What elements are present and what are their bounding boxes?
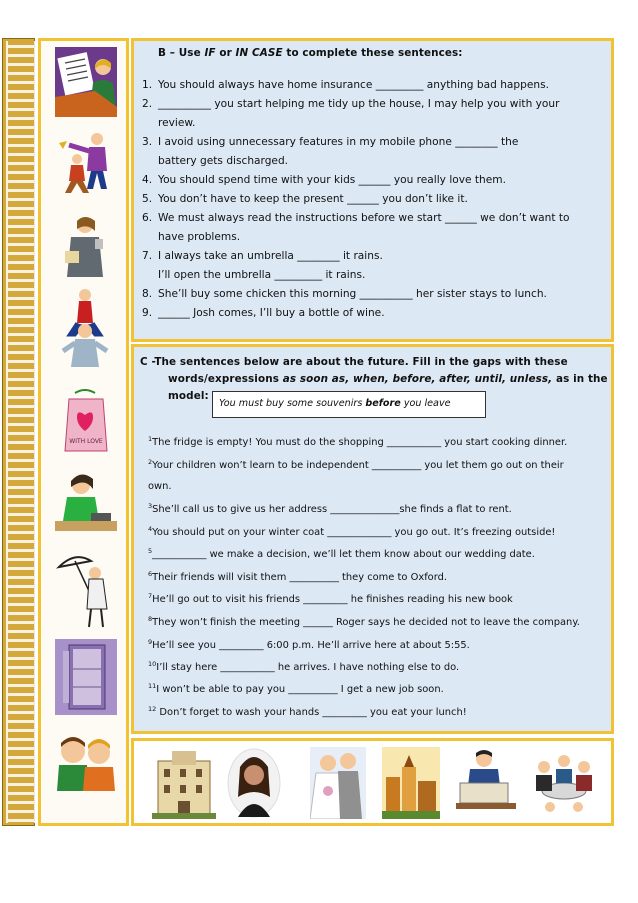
item-number: 6 [148, 570, 153, 578]
item-text: You don’t have to keep the present ______ you don’t like it. [158, 193, 468, 205]
item-text: We must always read the instructions before we start ______ we don’t want to [158, 212, 570, 224]
item-text: She’ll call us to give us her address ______________she finds a flat to rent. [152, 504, 512, 515]
section-c-panel [131, 344, 614, 734]
section-c-item [148, 682, 444, 695]
bottom-pictures-panel [131, 738, 614, 826]
item-text: Their friends will visit them __________ they come to Oxford. [152, 572, 448, 583]
section-c-item [148, 525, 555, 538]
section-b-item [142, 288, 547, 300]
item-number: 3 [148, 502, 153, 510]
gift-bag-clipart [55, 389, 117, 455]
section-b-item [158, 231, 240, 243]
section-b-item [158, 117, 195, 129]
section-c-item [148, 435, 567, 448]
item-text: He’ll go out to visit his friends _________ he finishes reading his new book [152, 594, 513, 605]
wedding-couple-clipart [310, 747, 366, 819]
section-c-item [148, 502, 512, 515]
section-b-item [142, 307, 385, 319]
item-text: I avoid using unnecessary features in my mobile phone ________ the [158, 136, 519, 148]
woman-umbrella-clipart [55, 551, 117, 629]
gift-bag-label: WITH LOVE [69, 438, 103, 445]
children-clipart [55, 735, 117, 791]
item-text: Your children won’t learn to be independent __________ you let them go out on their [152, 460, 564, 471]
item-number: 9 [148, 638, 153, 646]
section-c-title-line2: words/expressions as soon as, when, before, after, until, unless, as in the [168, 373, 608, 385]
item-text: You should always have home insurance _________ anything bad happens. [158, 79, 549, 91]
section-b-title: B – Use IF or IN CASE to complete these sentences: [158, 47, 463, 59]
item-number: 8. [142, 288, 153, 300]
item-number: 10 [148, 660, 157, 668]
section-c-item [148, 592, 513, 605]
section-b-panel [131, 38, 614, 342]
item-text: You should put on your winter coat _____________ you go out. It’s freezing outside! [152, 527, 556, 538]
item-number: 2 [148, 458, 153, 466]
woman-portrait-clipart [226, 747, 282, 819]
item-text: She’ll buy some chicken this morning __________ her sister stays to lunch. [158, 288, 547, 300]
fridge-clipart [55, 639, 117, 715]
section-c-item [148, 547, 535, 560]
city-view-clipart [382, 747, 440, 819]
section-b-item [142, 174, 506, 186]
item-number: 8 [148, 615, 153, 623]
item-text: ___________ we make a decision, we’ll let them know about our wedding date. [152, 549, 535, 560]
section-b-item [142, 98, 559, 110]
section-b-item [142, 136, 518, 148]
section-c-item [148, 615, 580, 628]
section-c-item [148, 660, 459, 673]
section-b-item [158, 155, 288, 167]
buildings-clipart [152, 747, 216, 819]
item-text: __________ you start helping me tidy up the house, I may help you with your [158, 98, 560, 110]
meeting-clipart [530, 747, 598, 819]
section-c-item [148, 458, 564, 471]
item-text: review. [158, 117, 196, 129]
picture-column [38, 38, 129, 826]
item-text: He’ll see you _________ 6:00 p.m. He’ll arrive here at about 5:55. [152, 640, 470, 651]
item-number: 2. [142, 98, 153, 110]
item-text: I won’t be able to pay you __________ I get a new job soon. [156, 684, 444, 695]
item-number: 7. [142, 250, 153, 262]
section-b-item [142, 79, 549, 91]
item-text: I’ll stay here ___________ he arrives. I have nothing else to do. [156, 662, 460, 673]
item-number: 6. [142, 212, 153, 224]
item-text: I always take an umbrella ________ it rains. [158, 250, 383, 262]
section-b-item [158, 269, 365, 281]
item-number: 1 [148, 435, 153, 443]
item-text: They won’t finish the meeting ______ Roger says he decided not to leave the company. [152, 617, 580, 628]
item-number: 7 [148, 592, 153, 600]
item-number: 4 [148, 525, 153, 533]
section-c-item [148, 638, 470, 651]
item-text: I’ll open the umbrella _________ it rains. [158, 269, 366, 281]
item-number: 5. [142, 193, 153, 205]
item-number: 5 [148, 547, 153, 555]
section-b-item [142, 250, 383, 262]
section-c-item [148, 705, 467, 718]
spiral-binding [2, 38, 35, 826]
item-number: 4. [142, 174, 153, 186]
item-number: 12 [148, 705, 157, 713]
model-example-box: You must buy some souvenirs before you leave [212, 391, 486, 418]
item-number: 1. [142, 79, 153, 91]
woman-telephone-clipart [55, 469, 117, 535]
item-number: 11 [148, 682, 157, 690]
item-number: 3. [142, 136, 153, 148]
item-text: Don’t forget to wash your hands _________ you eat your lunch! [156, 707, 467, 718]
section-c-title-line1: C -The sentences below are about the future. Fill in the gaps with these [140, 356, 568, 368]
item-text: The fridge is empty! You must do the shopping ___________ you start cooking dinner. [152, 437, 568, 448]
section-c-title-line3: model: [168, 390, 209, 402]
woman-phone-clipart [55, 213, 117, 277]
father-son-clipart [55, 287, 117, 367]
item-number: 9. [142, 307, 153, 319]
section-c-item [148, 481, 172, 492]
people-arguing-clipart [55, 129, 117, 195]
item-text: You should spend time with your kids ______ you really love them. [158, 174, 506, 186]
item-text: own. [148, 481, 172, 492]
item-text: battery gets discharged. [158, 155, 289, 167]
section-b-item [142, 212, 570, 224]
man-reading-clipart [456, 747, 516, 819]
section-b-item [142, 193, 468, 205]
item-text: have problems. [158, 231, 241, 243]
item-text: ______ Josh comes, I’ll buy a bottle of wine. [158, 307, 385, 319]
section-c-item [148, 570, 447, 583]
insurance-document-clipart [55, 47, 117, 117]
